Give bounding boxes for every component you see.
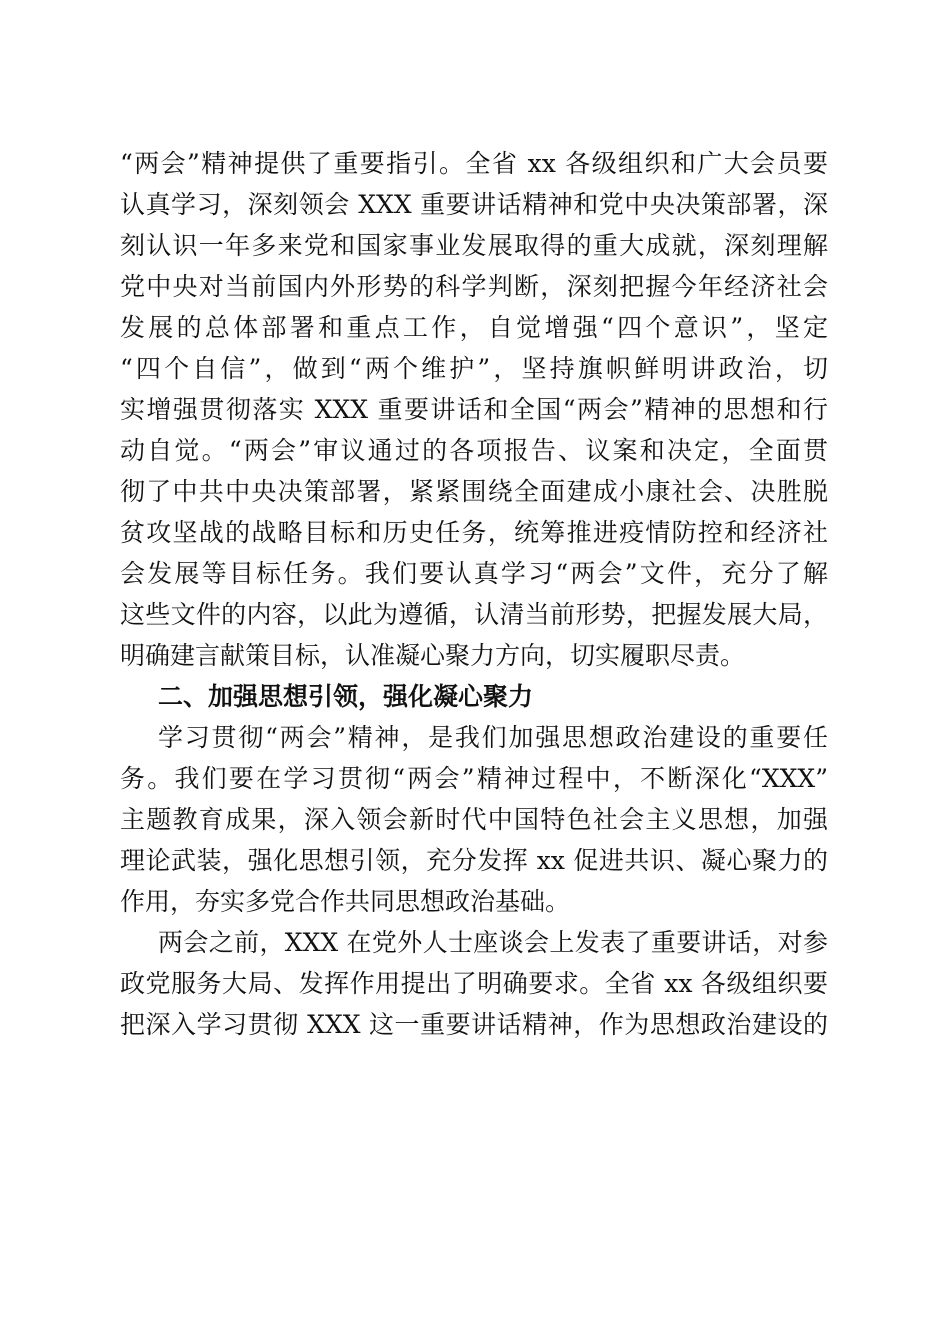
paragraph-1-line-6: “四个自信”，做到“两个维护”，坚持旗帜鲜明讲政治，切 [120, 354, 828, 383]
paragraph-3-line-1: 两会之前，XXX 在党外人士座谈会上发表了重要讲话，对参 [158, 928, 828, 957]
paragraph-2-line-1: 学习贯彻“两会”精神，是我们加强思想政治建设的重要任 [158, 723, 828, 752]
paragraph-1-line-4: 党中央对当前国内外形势的科学判断，深刻把握今年经济社会 [120, 272, 828, 301]
paragraph-3-line-3: 把深入学习贯彻 XXX 这一重要讲话精神，作为思想政治建设的 [120, 1010, 828, 1039]
paragraph-2-line-5: 作用，夯实多党合作共同思想政治基础。 [120, 887, 571, 916]
paragraph-1-line-10: 贫攻坚战的战略目标和历史任务，统筹推进疫情防控和经济社 [120, 518, 828, 547]
paragraph-1-line-12: 这些文件的内容，以此为遵循，认清当前形势，把握发展大局， [120, 600, 828, 629]
paragraph-1-line-9: 彻了中共中央决策部署，紧紧围绕全面建成小康社会、决胜脱 [120, 477, 828, 506]
paragraph-1-line-11: 会发展等目标任务。我们要认真学习“两会”文件，充分了解 [120, 559, 828, 588]
paragraph-1-line-7: 实增强贯彻落实 XXX 重要讲话和全国“两会”精神的思想和行 [120, 395, 828, 424]
paragraph-1-line-2: 认真学习，深刻领会 XXX 重要讲话精神和党中央决策部署，深 [120, 190, 828, 219]
paragraph-2-line-2: 务。我们要在学习贯彻“两会”精神过程中，不断深化“XXX” [120, 764, 828, 793]
paragraph-1-line-13: 明确建言献策目标，认准凝心聚力方向，切实履职尽责。 [120, 641, 746, 670]
paragraph-2-line-3: 主题教育成果，深入领会新时代中国特色社会主义思想，加强 [120, 805, 828, 834]
paragraph-1-line-3: 刻认识一年多来党和国家事业发展取得的重大成就，深刻理解 [120, 231, 828, 260]
paragraph-1-line-5: 发展的总体部署和重点工作，自觉增强“四个意识”，坚定 [120, 313, 828, 342]
paragraph-3-line-2: 政党服务大局、发挥作用提出了明确要求。全省 xx 各级组织要 [120, 969, 828, 998]
paragraph-2-line-4: 理论武装，强化思想引领，充分发挥 xx 促进共识、凝心聚力的 [120, 846, 828, 875]
section-heading: 二、加强思想引领，强化凝心聚力 [158, 682, 534, 711]
paragraph-1-line-1: “两会”精神提供了重要指引。全省 xx 各级组织和广大会员要 [120, 149, 828, 178]
paragraph-1-line-8: 动自觉。“两会”审议通过的各项报告、议案和决定，全面贯 [120, 436, 828, 465]
